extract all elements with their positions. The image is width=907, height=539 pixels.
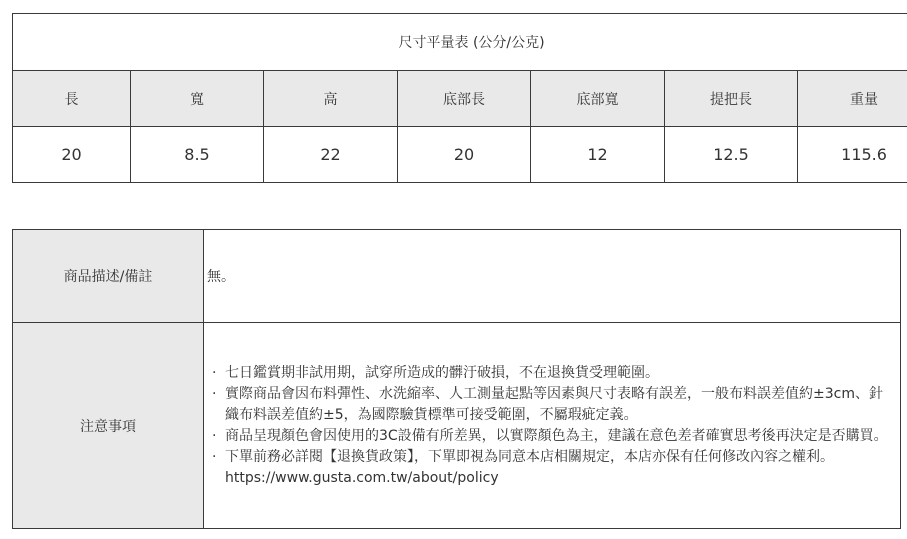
- value-weight: 115.6: [798, 127, 907, 183]
- note-item-return-policy: · 下單前務必詳閱【退換貨政策】，下單即視為同意本店相關規定，本店亦保有任何修改內容之權利。https://www.gusta.com.tw/about/policy: [225, 447, 894, 489]
- value-handle-length: 12.5: [665, 127, 798, 183]
- value-length: 20: [13, 127, 131, 183]
- value-height: 22: [264, 127, 398, 183]
- header-height: 高: [264, 71, 398, 127]
- value-bottom-length: 20: [398, 127, 531, 183]
- note-item-size-tolerance: · 實際商品會因布料彈性、水洗縮率、人工測量起點等因素與尺寸表略有誤差，一般布料誤差值約±3cm、針織布料誤差值約±5，為國際驗貨標準可接受範圍，不屬瑕疵定義。: [225, 384, 894, 426]
- header-handle-length: 提把長: [665, 71, 798, 127]
- size-table-title: 尺寸平量表 (公分/公克): [13, 14, 907, 71]
- info-table: [12, 229, 901, 529]
- header-width: 寬: [131, 71, 264, 127]
- note-item-color-difference: · 商品呈現顏色會因使用的3C設備有所差異，以實際顏色為主，建議在意色差者確實思考後再決定是否購買。: [225, 426, 894, 447]
- header-bottom-width: 底部寬: [531, 71, 665, 127]
- value-width: 8.5: [131, 127, 264, 183]
- notes-row: [13, 323, 901, 529]
- size-header-row: [13, 71, 907, 127]
- header-bottom-length: 底部長: [398, 71, 531, 127]
- note-item-trial-period: · 七日鑑賞期非試用期，試穿所造成的髒汙破損，不在退換貨受理範圍。: [225, 363, 894, 384]
- notes-list: [207, 363, 900, 489]
- value-bottom-width: 12: [531, 127, 665, 183]
- description-label: 商品描述/備註: [13, 230, 204, 323]
- description-value: 無。: [204, 230, 901, 323]
- size-table: [12, 13, 907, 183]
- size-value-row: [13, 127, 907, 183]
- description-row: [13, 230, 901, 323]
- header-weight: 重量: [798, 71, 907, 127]
- header-length: 長: [13, 71, 131, 127]
- notes-label: 注意事項: [13, 323, 204, 529]
- notes-content: [204, 323, 901, 529]
